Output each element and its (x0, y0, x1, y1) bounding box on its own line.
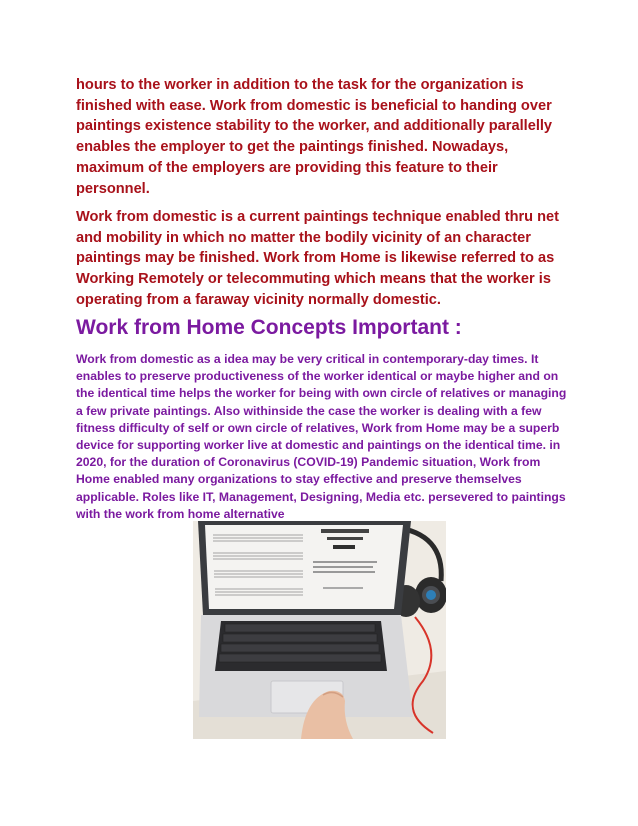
section-heading: Work from Home Concepts Important : (76, 316, 462, 339)
section-body-paragraph: Work from domestic as a idea may be very critical in contemporary-day times. It enables to preserve productiveness of the worker identical or maybe higher and on the identical time helps the worker for being with own circle of relatives or managing a few private paintings. Also withinside the case the worker is dealing with a few fitness difficulty of self or own circle of relatives, Work from Home may be a superb device for supporting worker live at domestic and paintings on the identical time. in 2020, for the duration of Coronavirus (COVID-19) Pandemic situation, Work from Home enabled many organizations to stay effective and preserve themselves applicable. Roles like IT, Management, Designing, Media etc. persevered to paintings with the work from home alternative (76, 352, 567, 521)
laptop-keyboard (199, 615, 413, 717)
definition-paragraph: Work from domestic is a current paintings technique enabled thru net and mobility in which no matter the bodily vicinity of an character paintings may be finished. Work from Home is likewise referred to as Working Remotely or telecommuting which means that the worker is operating from a faraway vicinity normally domestic. (76, 209, 560, 308)
laptop-screen (198, 521, 411, 615)
laptop-photo (193, 521, 446, 739)
laptop-illustration (193, 521, 446, 739)
intro-paragraph-continued: hours to the worker in addition to the task for the organization is finished with ease. Work from domestic is beneficial to handing over paintings existence stability to the worker, and additionally parallelly enables the employer to get the paintings finished. Nowadays, maximum of the employers are providing this feature to their personnel. (76, 77, 553, 197)
